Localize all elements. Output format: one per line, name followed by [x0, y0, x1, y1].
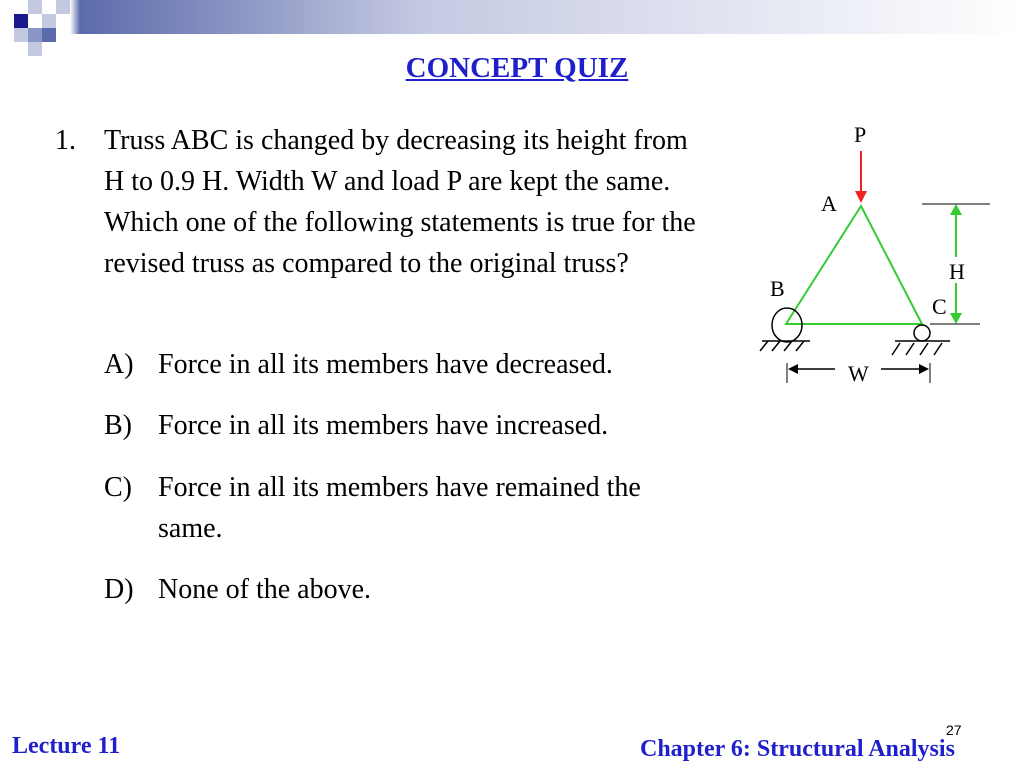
joint-a-label: A [821, 191, 837, 216]
option-b [104, 405, 718, 446]
option-text: Force in all its members have remained the same. [158, 472, 641, 544]
roller-support [914, 325, 930, 341]
option-text: None of the above. [158, 574, 372, 605]
option-c [104, 467, 708, 549]
joint-b-label: B [770, 276, 785, 301]
truss-diagram [750, 115, 1000, 395]
page-number: 27 [946, 722, 962, 738]
option-text: Force in all its members have decreased. [158, 349, 613, 380]
width-arrow-right [919, 364, 929, 374]
header-gradient-bar [0, 0, 1024, 34]
ground-hatch-b [760, 341, 804, 351]
chapter-label: Chapter 6: Structural Analysis [640, 736, 955, 762]
height-arrow-bottom [950, 313, 962, 324]
option-letter: C) [104, 472, 132, 503]
load-label: P [854, 122, 867, 147]
truss-members [786, 206, 922, 324]
option-a [104, 344, 718, 385]
option-d [104, 569, 718, 610]
ground-hatch-c [892, 343, 942, 355]
slide-title: CONCEPT QUIZ [405, 52, 629, 84]
width-arrow-left [788, 364, 798, 374]
option-letter: A) [104, 349, 134, 380]
lecture-label: Lecture 11 [12, 733, 121, 759]
option-letter: D) [104, 574, 134, 605]
height-arrow-top [950, 204, 962, 215]
load-arrow-head [855, 191, 867, 203]
question-number: 1. [55, 125, 76, 156]
height-label: H [949, 259, 965, 284]
joint-c-label: C [932, 294, 947, 319]
width-label: W [848, 361, 869, 386]
option-text: Force in all its members have increased. [158, 410, 609, 441]
question-text: Truss ABC is changed by decreasing its height from H to 0.9 H. Width W and load P are kept the same. Which one of the following statements is true for the revised truss as compared to the original truss? [104, 125, 696, 279]
option-letter: B) [104, 410, 132, 441]
